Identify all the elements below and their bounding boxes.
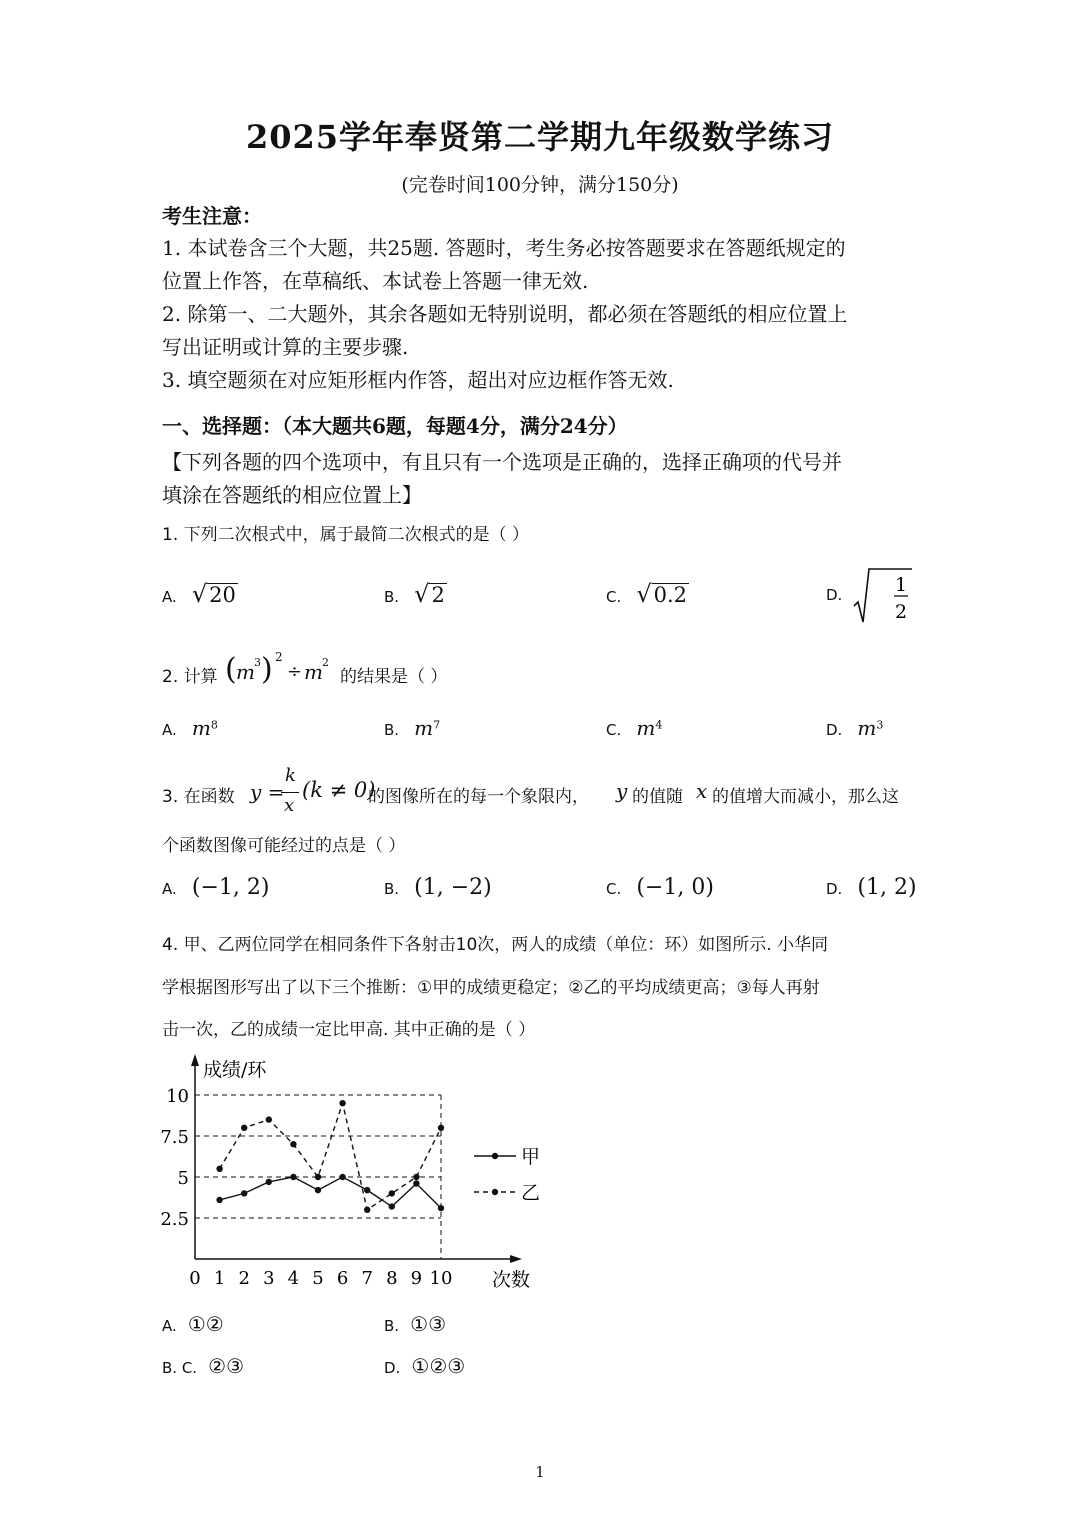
x-tick-label: 7 [361, 1268, 373, 1289]
option-exp: 8 [210, 718, 218, 732]
data-point [389, 1190, 395, 1196]
notice-line-5: 3. 填空题须在对应矩形框内作答，超出对应边框作答无效. [162, 368, 674, 392]
q1-option-c: C. √0.2 [606, 580, 688, 608]
q4-line-3: 击一次，乙的成绩一定比甲高. 其中正确的是（ ） [162, 1020, 536, 1040]
option-label: C. [606, 721, 622, 739]
q4-option-c [162, 1354, 244, 1378]
q4-line-1: 4. 甲、乙两位同学在相同条件下各射击10次，两人的成绩（单位：环）如图所示. 小华同 [162, 935, 829, 955]
option-label: B. [384, 588, 400, 606]
radicand: 2 [431, 583, 445, 607]
option-label: C. [606, 880, 622, 898]
series-line-2 [220, 1103, 441, 1210]
q2-stem: 2. 计算 ( m 3 ) 2 ÷ m 2 的结果是（ ） [162, 650, 448, 687]
y-tick-label: 10 [166, 1086, 189, 1107]
option-base: m [857, 716, 877, 740]
q3-var-y: y [616, 779, 628, 803]
page-title: 2025学年奉贤第二学期九年级数学练习 [245, 118, 835, 156]
x-tick-label: 4 [287, 1268, 300, 1289]
q3-func-cond: (k ≠ 0) [302, 778, 376, 802]
option-label: A. [162, 1317, 177, 1335]
data-point [413, 1180, 419, 1186]
section-instruction-2: 填涂在答题纸的相应位置上】 [162, 483, 422, 507]
q1-stem: 1. 下列二次根式中，属于最简二次根式的是（ ） [162, 525, 530, 545]
x-axis-arrow [510, 1255, 522, 1263]
option-point: (1, 2) [857, 875, 917, 900]
q3-func-lhs: y = [250, 780, 285, 804]
q2-divide: ÷ [287, 661, 303, 682]
option-label: B. [384, 721, 400, 739]
x-tick-label: 6 [336, 1268, 349, 1289]
q3-option-a [162, 875, 269, 900]
option-label: A. [162, 880, 177, 898]
q3-func-num: k [285, 765, 296, 786]
data-point [339, 1100, 345, 1106]
option-label: A. [162, 588, 177, 606]
q2-div-exp: 2 [322, 656, 329, 669]
x-tick-label: 10 [429, 1268, 453, 1289]
option-label: D. [826, 880, 843, 898]
series-line-1 [220, 1177, 441, 1208]
q4-option-b [384, 1312, 446, 1336]
page-subtitle: (完卷时间100分钟，满分150分) [401, 174, 679, 196]
option-label: B. C. [162, 1359, 198, 1377]
option-text: ①② [187, 1312, 224, 1336]
data-point [339, 1174, 345, 1180]
x-tick-label: 5 [312, 1268, 324, 1289]
score-line-chart [150, 1050, 570, 1300]
q2-suffix: 的结果是（ ） [340, 667, 448, 687]
data-point [438, 1125, 444, 1131]
q3-option-d [826, 875, 917, 900]
option-label: B. [384, 1317, 400, 1335]
x-tick-label: 0 [189, 1268, 201, 1289]
data-point [413, 1174, 419, 1180]
data-point [216, 1197, 222, 1203]
y-tick-label: 7.5 [160, 1127, 189, 1148]
page-number: 1 [535, 1463, 545, 1481]
q2-option-a [162, 716, 218, 740]
data-point [389, 1203, 395, 1209]
notice-line-2: 位置上作答，在草稿纸、本试卷上答题一律无效. [162, 269, 589, 293]
option-text: ①②③ [411, 1354, 466, 1378]
q3-text1: 的图像所在的每一个象限内， [368, 787, 589, 807]
radicand: 0.2 [653, 583, 688, 607]
data-point [315, 1187, 321, 1193]
x-tick-label: 3 [263, 1268, 275, 1289]
q3-stem [162, 765, 922, 821]
option-exp: 3 [876, 718, 884, 732]
option-label: A. [162, 721, 177, 739]
option-point: (−1, 2) [191, 875, 270, 900]
notice-line-3: 2. 除第一、二大题外，其余各题如无特别说明，都必须在答题纸的相应位置上 [162, 302, 848, 326]
option-exp: 4 [655, 718, 663, 732]
y-tick-label: 5 [177, 1168, 189, 1189]
x-tick-label: 1 [213, 1268, 226, 1289]
data-point [241, 1125, 247, 1131]
q3-option-b [384, 875, 492, 900]
x-tick-label: 9 [410, 1268, 423, 1289]
y-axis-title: 成绩/环 [203, 1059, 267, 1081]
fraction-numerator: 1 [894, 574, 908, 596]
data-point [438, 1205, 444, 1211]
option-point: (1, −2) [414, 875, 492, 900]
x-tick-label: 2 [238, 1268, 250, 1289]
option-label: C. [606, 588, 622, 606]
q1-option-a: A. √20 [162, 580, 236, 608]
section-instruction-1: 【下列各题的四个选项中，有且只有一个选项是正确的，选择正确项的代号并 [162, 450, 842, 474]
option-base: m [414, 716, 434, 740]
data-point [290, 1141, 296, 1147]
notice-line-4: 写出证明或计算的主要步骤. [162, 335, 409, 359]
legend-marker [492, 1153, 498, 1159]
notice-line-1: 1. 本试卷含三个大题，共25题. 答题时，考生务必按答题要求在答题纸规定的 [162, 236, 846, 260]
q2-option-b [384, 716, 440, 740]
q3-var-x: x [696, 779, 708, 803]
q2-option-d [826, 716, 883, 740]
x-tick-label: 8 [386, 1268, 398, 1289]
option-base: m [636, 716, 656, 740]
legend-marker [492, 1189, 498, 1195]
option-base: m [191, 716, 211, 740]
option-point: (−1, 0) [636, 875, 714, 900]
q4-option-d [384, 1354, 465, 1378]
legend-label: 乙 [521, 1182, 541, 1204]
y-tick-label: 2.5 [160, 1209, 189, 1230]
legend-label: 甲 [521, 1146, 541, 1168]
sqrt-fraction [852, 566, 916, 626]
option-label: D. [826, 721, 843, 739]
data-point [315, 1174, 321, 1180]
section-heading: 一、选择题：（本大题共6题，每题4分，满分24分） [162, 414, 628, 438]
option-text: ②③ [208, 1354, 245, 1378]
q2-outer-exp: 2 [275, 650, 283, 664]
option-text: ①③ [410, 1312, 447, 1336]
q3-option-c [606, 875, 714, 900]
option-label: B. [384, 880, 400, 898]
radicand: 20 [209, 583, 236, 607]
y-axis-arrow [191, 1054, 199, 1066]
q3-line2: 个函数图像可能经过的点是（ ） [162, 836, 406, 856]
fraction-denominator: 2 [894, 601, 908, 623]
data-point [216, 1166, 222, 1172]
option-label: D. [384, 1359, 401, 1377]
q3-text3: 的值增大而减小，那么这 [712, 787, 899, 807]
data-point [290, 1174, 296, 1180]
q2-prefix: 2. 计算 [162, 667, 218, 687]
option-exp: 7 [433, 718, 441, 732]
q2-inner-exp: 3 [254, 656, 261, 669]
notice-heading: 考生注意： [162, 204, 262, 228]
data-point [364, 1187, 370, 1193]
q1-option-b: B. √2 [384, 580, 445, 608]
data-point [266, 1116, 272, 1122]
q3-text2: 的值随 [632, 787, 683, 807]
option-label: D. [826, 586, 843, 604]
data-point [266, 1179, 272, 1185]
q4-option-a [162, 1312, 224, 1336]
q3-func-den: x [284, 795, 295, 816]
q2-div-base: m [304, 660, 323, 684]
q3-prefix: 3. 在函数 [162, 787, 235, 807]
data-point [364, 1207, 370, 1213]
q2-base: m [236, 660, 255, 684]
x-axis-title: 次数 [492, 1269, 531, 1291]
q4-line-2: 学根据图形写出了以下三个推断：①甲的成绩更稳定；②乙的平均成绩更高；③每人再射 [162, 978, 820, 998]
data-point [241, 1190, 247, 1196]
q2-option-c [606, 716, 662, 740]
